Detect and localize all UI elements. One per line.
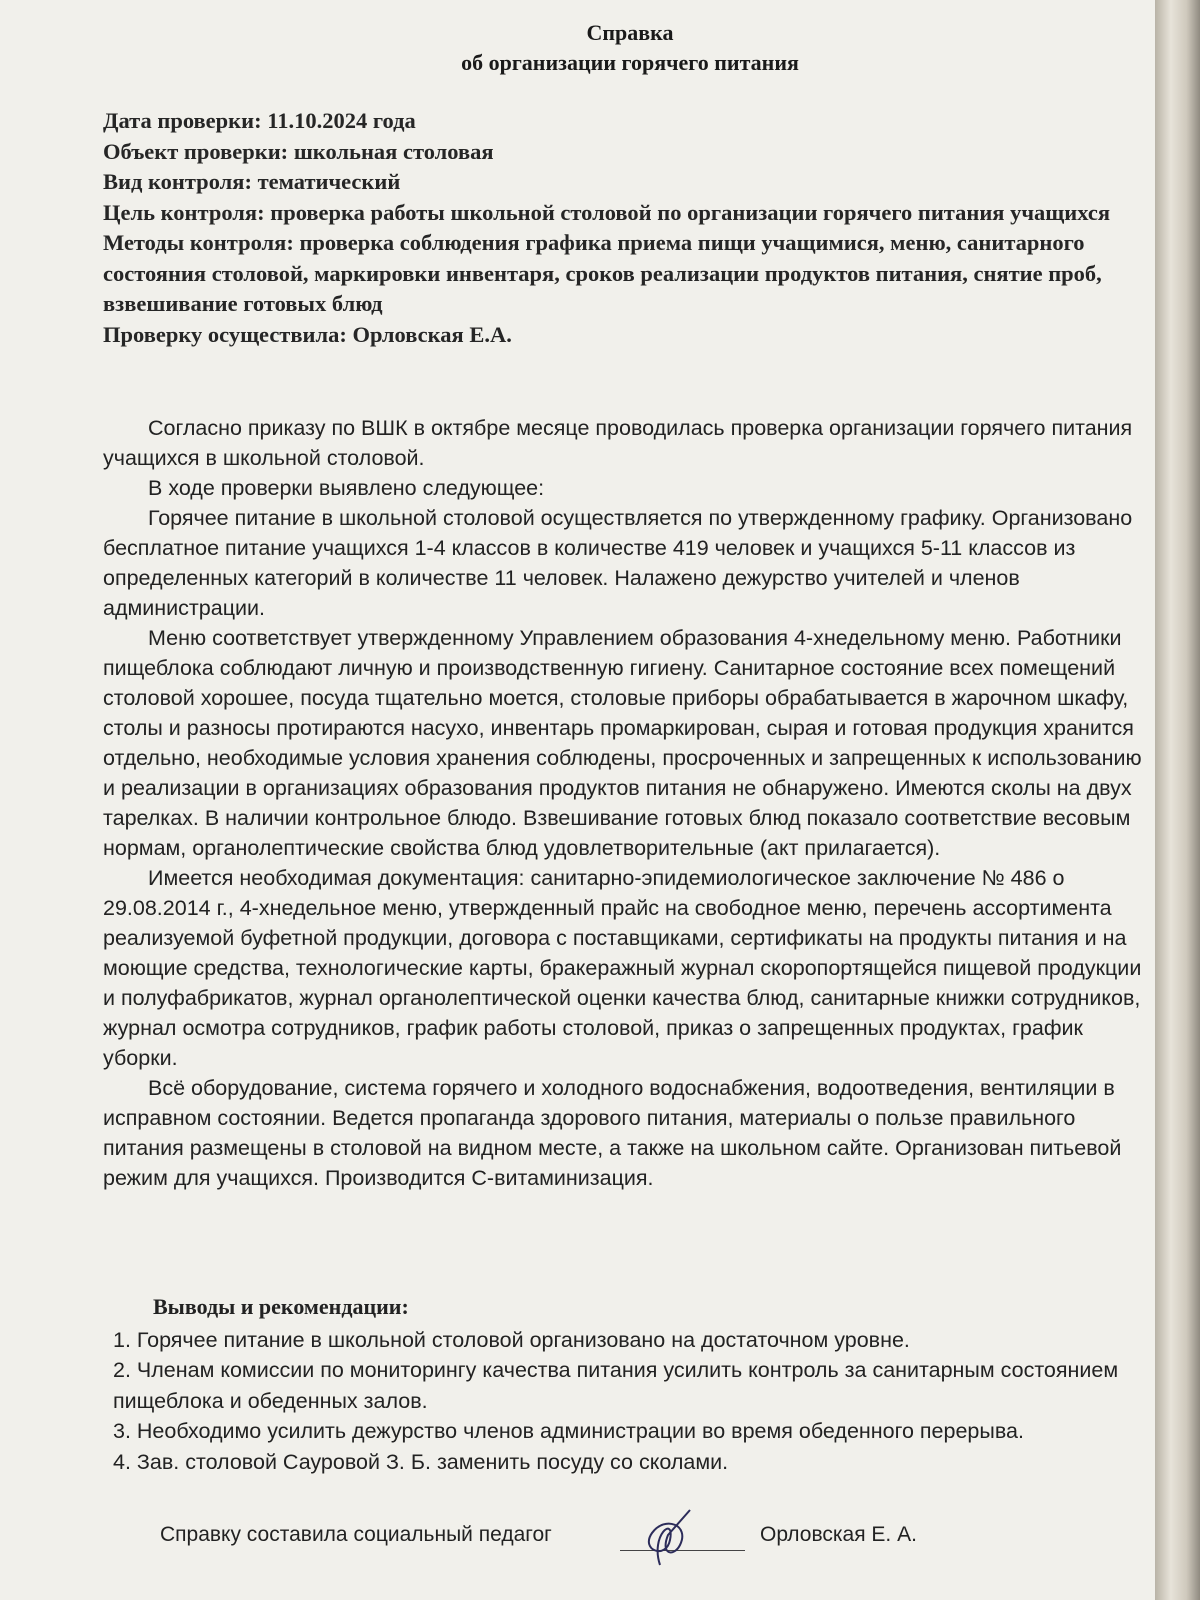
header-label: Цель контроля:	[103, 199, 265, 225]
header-value: школьная столовая	[293, 138, 494, 164]
body-paragraph: Согласно приказу по ВШК в октябре месяце проводилась проверка организации горячего питания учащихся в школьной столовой.	[103, 416, 1133, 470]
document-title: Справка	[586, 20, 674, 45]
signature-label: Справку составила социальный педагог	[160, 1523, 552, 1546]
report-body	[103, 413, 1153, 1193]
header-label: Вид контроля:	[103, 169, 252, 194]
signature-name: Орловская Е. А.	[760, 1523, 917, 1546]
document-subtitle: об организации горячего питания	[461, 50, 799, 75]
header-label: Объект проверки:	[103, 138, 289, 164]
conclusion-item: 2. Членам комиссии по мониторингу качества питания усилить контроль за санитарным состоянием пищеблока и обеденных залов.	[113, 1358, 1119, 1413]
header-label: Проверку осуществила:	[103, 321, 347, 347]
header-value: проверка соблюдения графика приема пищи учащимися, меню, санитарного состояния столовой, маркировки инвентаря, сроков реализации продуктов питания, снятие проб, взвешивание готовых блюд	[103, 230, 1102, 316]
signature-block	[160, 1513, 1060, 1593]
body-paragraph: Имеется необходимая документация: санитарно-эпидемиологическое заключение № 486 о 29.08.2014 г., 4-хнедельное меню, утвержденный прайс на свободное меню, перечень ассортимента реализуемой буфетной продукции, договора с поставщиками, сертификаты на продукты питания и на моющие средства, технологические карты, бракеражный журнал скоропортящейся пищевой продукции и полуфабрикатов, журнал органолептической оценки качества блюд, санитарные книжки сотрудников, журнал осмотра сотрудников, график работы столовой, приказ о запрещенных продуктах, график уборки.	[103, 866, 1142, 1070]
body-paragraph: Всё оборудование, система горячего и холодного водоснабжения, водоотведения, вентиляции в исправном состоянии. Ведется пропаганда здорового питания, материалы о пользе правильного питания размещены в столовой на видном месте, а также на школьном сайте. Организован питьевой режим для учащихся. Производится С-витаминизация.	[103, 1076, 1122, 1190]
paper-stack-edge	[1155, 0, 1200, 1600]
inspection-header	[103, 106, 1133, 350]
header-value: проверка работы школьной столовой по организации горячего питания учащихся	[270, 199, 1110, 225]
conclusions-heading: Выводы и рекомендации:	[153, 1294, 409, 1319]
body-paragraph: Горячее питание в школьной столовой осуществляется по утвержденному графику. Организовано бесплатное питание учащихся 1-4 классов в количестве 419 человек и учащихся 5-11 классов из определенных категорий в количестве 11 человек. Налажено дежурство учителей и членов администрации.	[103, 506, 1133, 620]
header-label: Методы контроля:	[103, 230, 294, 255]
header-row-methods	[103, 228, 1133, 320]
body-paragraph: Меню соответствует утвержденному Управлением образования 4-хнедельному меню. Работники пищеблока соблюдают личную и производственную гигиену. Санитарное состояние всех помещений столовой хорошее, посуда тщательно моется, столовые приборы обрабатывается в жарочном шкафу, столы и разносы протираются насухо, инвентарь промаркирован, сырая и готовая продукция хранится отдельно, необходимые условия хранения соблюдены, просроченных и запрещенных к использованию и реализации в организациях образования продуктов питания не обнаружено. Имеются сколы на двух тарелках. В наличии контрольное блюдо. Взвешивание готовых блюд показало соответствие весовым нормам, органолептические свойства блюд удовлетворительные (акт прилагается).	[103, 626, 1142, 860]
header-value: тематический	[257, 169, 401, 194]
conclusions-list	[113, 1325, 1153, 1478]
header-value: 11.10.2024 года	[267, 108, 416, 133]
body-paragraph: В ходе проверки выявлено следующее:	[148, 476, 545, 500]
header-row-date	[103, 106, 1133, 137]
conclusions-section	[113, 1292, 1153, 1477]
header-row-inspector	[103, 320, 1133, 351]
handwritten-signature-icon	[630, 1505, 710, 1575]
conclusion-item: 4. Зав. столовой Сауровой З. Б. заменить посуду со сколами.	[113, 1449, 729, 1474]
header-row-object	[103, 137, 1133, 168]
header-label: Дата проверки:	[103, 108, 262, 133]
header-value: Орловская Е.А.	[352, 321, 512, 347]
header-row-control-type	[103, 167, 1133, 198]
conclusion-item: 3. Необходимо усилить дежурство членов администрации во время обеденного перерыва.	[113, 1419, 1024, 1443]
header-row-goal	[103, 198, 1133, 229]
conclusion-item: 1. Горячее питание в школьной столовой организовано на достаточном уровне.	[113, 1327, 910, 1352]
